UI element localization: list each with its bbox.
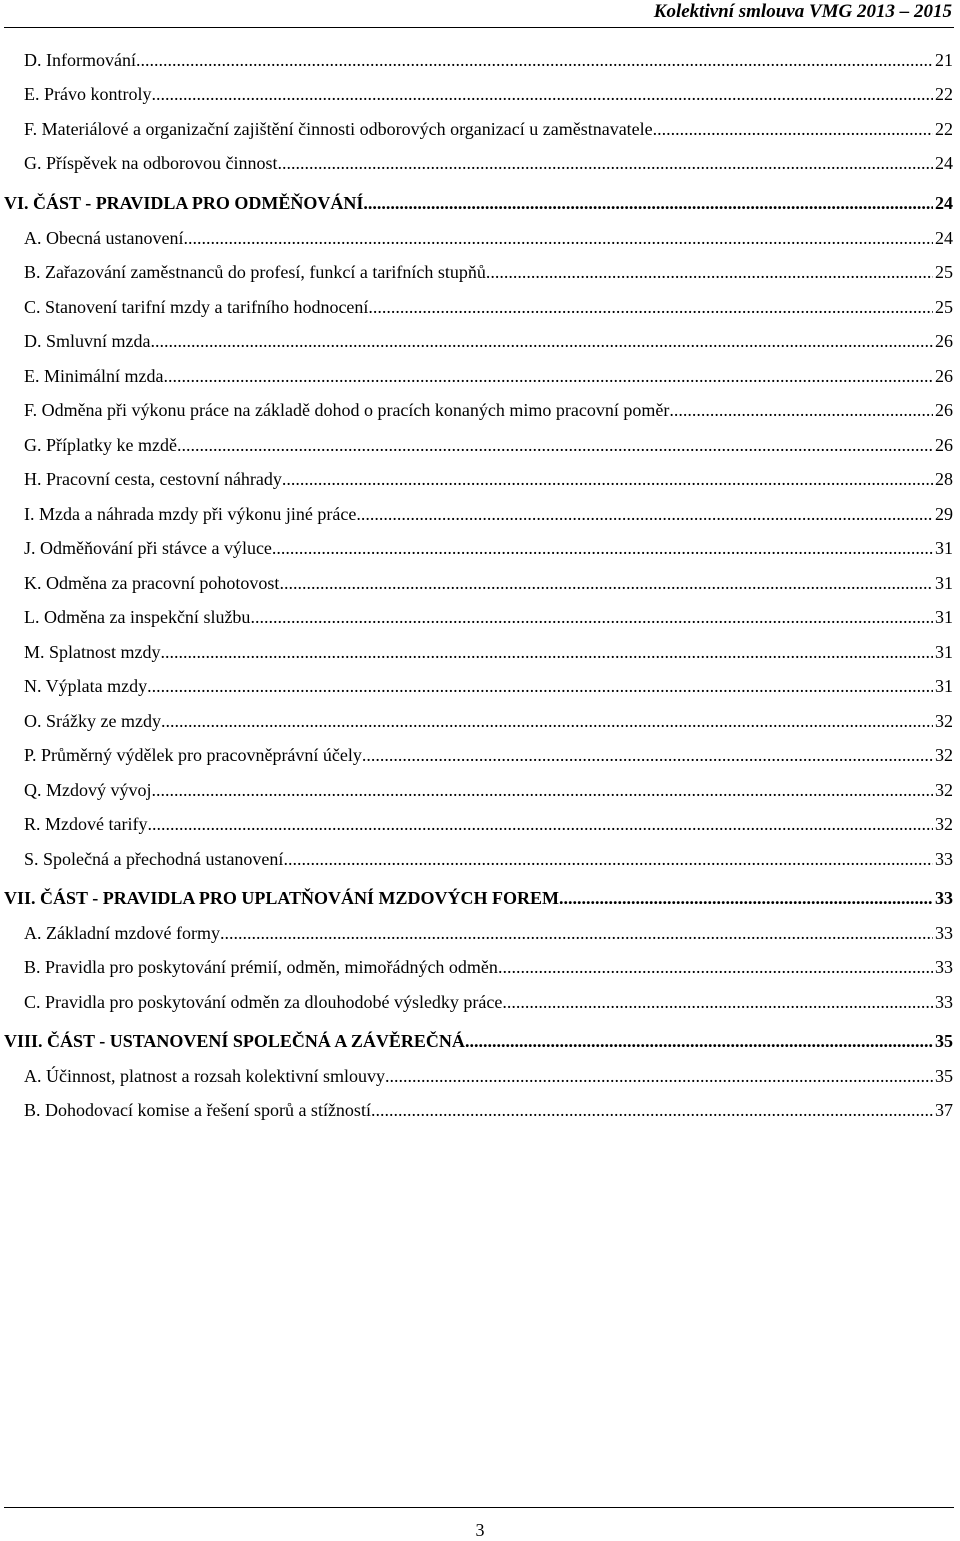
toc-dot-leader — [669, 399, 933, 421]
toc-entry[interactable] — [24, 979, 953, 1013]
toc-entry[interactable] — [24, 491, 953, 525]
toc-entry-label: L. Odměna za inspekční službu — [24, 607, 251, 627]
toc-dot-leader — [465, 1030, 933, 1052]
toc-entry[interactable] — [24, 560, 953, 594]
toc-entry-label: F. Materiálové a organizační zajištění činnosti odborových organizací u zaměstnavatele — [24, 119, 653, 139]
toc-entry-page: 25 — [935, 262, 953, 282]
toc-entry[interactable] — [24, 1053, 953, 1087]
toc-entry[interactable] — [24, 944, 953, 978]
toc-entry-page: 26 — [935, 331, 953, 351]
toc-entry[interactable] — [24, 422, 953, 456]
toc-dot-leader — [277, 152, 933, 174]
toc-entry-page: 31 — [935, 573, 953, 593]
toc-entry-page: 32 — [935, 711, 953, 731]
toc-entry[interactable] — [24, 353, 953, 387]
page-number: 3 — [475, 1520, 485, 1540]
toc-entry-label: S. Společná a přechodná ustanovení — [24, 849, 284, 869]
toc-entry-page: 22 — [935, 84, 953, 104]
toc-entry-label: C. Stanovení tarifní mzdy a tarifního hodnocení — [24, 297, 369, 317]
toc-entry-label: B. Pravidla pro poskytování prémií, odměn, mimořádných odměn — [24, 957, 498, 977]
toc-entry[interactable] — [24, 106, 953, 140]
toc-dot-leader — [502, 991, 933, 1013]
toc-entry[interactable] — [24, 387, 953, 421]
toc-entry-label: R. Mzdové tarify — [24, 814, 148, 834]
toc-entry-label: G. Příplatky ke mzdě — [24, 435, 177, 455]
toc-dot-leader — [363, 192, 933, 214]
toc-entry-page: 33 — [935, 992, 953, 1012]
toc-entry-label: B. Dohodovací komise a řešení sporů a stížností — [24, 1100, 371, 1120]
toc-dot-leader — [282, 468, 933, 490]
toc-dot-leader — [371, 1099, 933, 1121]
toc-dot-leader — [559, 887, 933, 909]
toc-dot-leader — [151, 330, 934, 352]
toc-entry-page: 26 — [935, 366, 953, 386]
toc-entry-label: H. Pracovní cesta, cestovní náhrady — [24, 469, 282, 489]
toc-entry-page: 24 — [935, 228, 953, 248]
toc-entry-label: E. Právo kontroly — [24, 84, 152, 104]
toc-entry-label: I. Mzda a náhrada mzdy při výkonu jiné práce — [24, 504, 357, 524]
toc-entry-page: 26 — [935, 400, 953, 420]
toc-entry[interactable] — [24, 284, 953, 318]
toc-entry-label: D. Informování — [24, 50, 136, 70]
toc-entry-page: 31 — [935, 642, 953, 662]
toc-entry-page: 26 — [935, 435, 953, 455]
toc-entry-page: 29 — [935, 504, 953, 524]
toc-entry-label: VII. ČÁST - PRAVIDLA PRO UPLATŇOVÁNÍ MZDOVÝCH FOREM — [4, 888, 560, 908]
toc-dot-leader — [279, 572, 933, 594]
toc-entry-page: 24 — [935, 153, 953, 173]
toc-entry[interactable] — [24, 767, 953, 801]
toc-entry[interactable] — [24, 1087, 953, 1121]
toc-entry-label: VI. ČÁST - PRAVIDLA PRO ODMĚŇOVÁNÍ — [4, 193, 364, 213]
toc-dot-leader — [362, 744, 933, 766]
toc-entry-page: 24 — [935, 193, 953, 213]
toc-entry-page: 32 — [935, 745, 953, 765]
toc-entry[interactable] — [24, 910, 953, 944]
document-header-title: Kolektivní smlouva VMG 2013 – 2015 — [653, 1, 952, 22]
toc-entry-label: J. Odměňování při stávce a výluce — [24, 538, 272, 558]
toc-entry[interactable] — [24, 836, 953, 870]
toc-entry-page: 31 — [935, 676, 953, 696]
toc-dot-leader — [147, 675, 933, 697]
toc-entry[interactable] — [24, 318, 953, 352]
toc-dot-leader — [177, 434, 933, 456]
toc-entry-label: D. Smluvní mzda — [24, 331, 151, 351]
table-of-contents — [0, 37, 960, 1457]
toc-entry-label: VIII. ČÁST - USTANOVENÍ SPOLEČNÁ A ZÁVĚREČNÁ — [4, 1031, 465, 1051]
toc-entry-page: 33 — [935, 957, 953, 977]
toc-entry[interactable] — [24, 663, 953, 697]
toc-dot-leader — [220, 922, 933, 944]
toc-entry-page: 33 — [935, 849, 953, 869]
toc-entry[interactable] — [24, 249, 953, 283]
toc-entry-page: 32 — [935, 814, 953, 834]
toc-entry-label: N. Výplata mzdy — [24, 676, 148, 696]
toc-entry-page: 31 — [935, 538, 953, 558]
toc-entry[interactable] — [24, 629, 953, 663]
toc-entry-page: 37 — [935, 1100, 953, 1120]
toc-entry[interactable] — [24, 732, 953, 766]
toc-entry-label: Q. Mzdový vývoj — [24, 780, 152, 800]
toc-entry-label: A. Základní mzdové formy — [24, 923, 220, 943]
toc-part-heading[interactable] — [4, 1018, 953, 1052]
toc-dot-leader — [152, 83, 934, 105]
header-divider — [4, 27, 954, 28]
toc-entry-label: E. Minimální mzda — [24, 366, 164, 386]
toc-dot-leader — [385, 1065, 933, 1087]
toc-entry[interactable] — [24, 698, 953, 732]
toc-entry-label: F. Odměna při výkonu práce na základě dohod o pracích konaných mimo pracovní poměr — [24, 400, 670, 420]
toc-dot-leader — [136, 49, 933, 71]
toc-entry-label: K. Odměna za pracovní pohotovost — [24, 573, 280, 593]
toc-entry-page: 33 — [935, 888, 953, 908]
toc-dot-leader — [183, 227, 933, 249]
toc-dot-leader — [161, 710, 933, 732]
toc-dot-leader — [368, 296, 933, 318]
toc-entry-page: 21 — [935, 50, 953, 70]
toc-dot-leader — [250, 606, 933, 628]
toc-entry-page: 35 — [935, 1031, 953, 1051]
toc-entry-label: B. Zařazování zaměstnanců do profesí, funkcí a tarifních stupňů — [24, 262, 486, 282]
toc-entry[interactable] — [24, 140, 953, 174]
toc-entry[interactable] — [24, 37, 953, 71]
toc-entry-label: P. Průměrný výdělek pro pracovněprávní účely — [24, 745, 362, 765]
toc-entry[interactable] — [24, 525, 953, 559]
toc-dot-leader — [498, 956, 933, 978]
footer-divider — [4, 1507, 954, 1508]
toc-dot-leader — [161, 641, 933, 663]
toc-entry-page: 31 — [935, 607, 953, 627]
toc-dot-leader — [653, 118, 933, 140]
toc-entry-label: M. Splatnost mzdy — [24, 642, 161, 662]
toc-entry-page: 35 — [935, 1066, 953, 1086]
toc-dot-leader — [163, 365, 933, 387]
toc-entry-label: O. Srážky ze mzdy — [24, 711, 161, 731]
toc-entry-page: 22 — [935, 119, 953, 139]
toc-entry-label: C. Pravidla pro poskytování odměn za dlouhodobé výsledky práce — [24, 992, 503, 1012]
toc-entry[interactable] — [24, 71, 953, 105]
toc-dot-leader — [272, 537, 933, 559]
toc-part-heading[interactable] — [4, 180, 953, 214]
toc-entry-label: A. Účinnost, platnost a rozsah kolektivní smlouvy — [24, 1066, 385, 1086]
toc-entry-page: 28 — [935, 469, 953, 489]
toc-part-heading[interactable] — [4, 875, 953, 909]
toc-entry-label: G. Příspěvek na odborovou činnost — [24, 153, 278, 173]
toc-dot-leader — [283, 848, 933, 870]
toc-entry-label: A. Obecná ustanovení — [24, 228, 184, 248]
toc-dot-leader — [152, 779, 934, 801]
toc-dot-leader — [147, 813, 933, 835]
toc-entry[interactable] — [24, 215, 953, 249]
toc-entry-page: 32 — [935, 780, 953, 800]
toc-entry[interactable] — [24, 594, 953, 628]
toc-entry-page: 25 — [935, 297, 953, 317]
toc-entry[interactable] — [24, 801, 953, 835]
toc-entry[interactable] — [24, 456, 953, 490]
toc-dot-leader — [356, 503, 933, 525]
toc-dot-leader — [486, 261, 933, 283]
toc-entry-page: 33 — [935, 923, 953, 943]
